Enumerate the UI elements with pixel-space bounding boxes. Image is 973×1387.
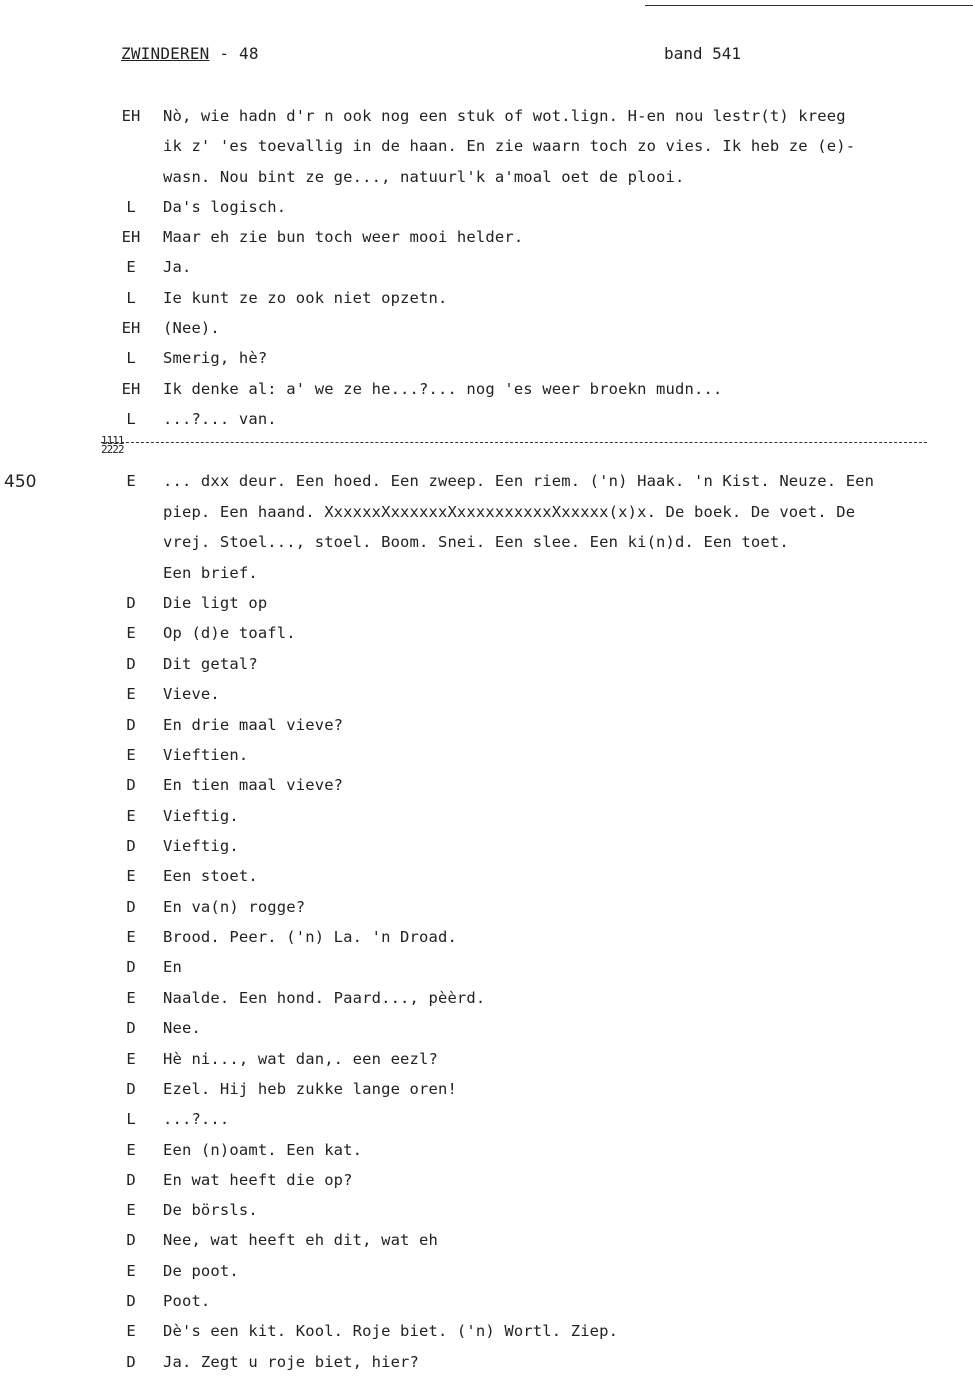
line-text: En drie maal vieve? bbox=[163, 716, 344, 734]
line-text: Nee. bbox=[163, 1019, 201, 1037]
line-text: Vieftig. bbox=[163, 837, 239, 855]
speaker-label: L bbox=[126, 410, 136, 428]
speaker-label: E bbox=[126, 1322, 136, 1340]
line-text: ik z' 'es toevallig in de haan. En zie waarn toch zo vies. Ik heb ze (e)- bbox=[163, 137, 856, 155]
line-text: En va(n) rogge? bbox=[163, 898, 306, 916]
speaker-label: D bbox=[126, 1231, 136, 1249]
speaker-label: L bbox=[126, 289, 136, 307]
speaker-label: E bbox=[126, 258, 136, 276]
line-text: Poot. bbox=[163, 1292, 211, 1310]
speaker-label: D bbox=[126, 1353, 136, 1371]
line-text: Ie kunt ze zo ook niet opzetn. bbox=[163, 289, 448, 307]
line-text: Maar eh zie bun toch weer mooi helder. bbox=[163, 228, 524, 246]
line-text: Een (n)oamt. Een kat. bbox=[163, 1141, 363, 1159]
speaker-label: EH bbox=[121, 228, 141, 246]
speaker-label: E bbox=[126, 1262, 136, 1280]
line-text: Ezel. Hij heb zukke lange oren! bbox=[163, 1080, 457, 1098]
speaker-label: D bbox=[126, 1080, 136, 1098]
speaker-label: E bbox=[126, 472, 136, 490]
speaker-label: E bbox=[126, 624, 136, 642]
speaker-label: E bbox=[126, 807, 136, 825]
line-text: piep. Een haand. XxxxxxXxxxxxxXxxxxxxxxxxXxxxxx(x)x. De boek. De voet. De bbox=[163, 503, 856, 521]
line-text: En tien maal vieve? bbox=[163, 776, 344, 794]
line-text: Vieftien. bbox=[163, 746, 249, 764]
line-text: (Nee). bbox=[163, 319, 220, 337]
speaker-label: D bbox=[126, 958, 136, 976]
location-title: ZWINDEREN bbox=[121, 44, 210, 63]
line-text: Nò, wie hadn d'r n ook nog een stuk of wot.lign. H-en nou lestr(t) kreeg bbox=[163, 107, 846, 125]
speaker-label: L bbox=[126, 198, 136, 216]
speaker-label: D bbox=[126, 1171, 136, 1189]
line-text: Op (d)e toafl. bbox=[163, 624, 296, 642]
speaker-label: E bbox=[126, 746, 136, 764]
line-text: De poot. bbox=[163, 1262, 239, 1280]
speaker-label: EH bbox=[121, 319, 141, 337]
line-text: Da's logisch. bbox=[163, 198, 287, 216]
line-text: ...?... van. bbox=[163, 410, 277, 428]
line-text: Nee, wat heeft eh dit, wat eh bbox=[163, 1231, 438, 1249]
divider-mark: 1111 2222 bbox=[101, 434, 124, 456]
line-text: ...?... bbox=[163, 1110, 230, 1128]
line-text: Ja. bbox=[163, 258, 192, 276]
speaker-label: D bbox=[126, 655, 136, 673]
section-divider bbox=[101, 442, 927, 443]
speaker-label: E bbox=[126, 1201, 136, 1219]
speaker-label: D bbox=[126, 837, 136, 855]
speaker-label: L bbox=[126, 349, 136, 367]
speaker-label: D bbox=[126, 594, 136, 612]
margin-line-number: 450 bbox=[4, 472, 37, 492]
line-text: Dit getal? bbox=[163, 655, 258, 673]
speaker-label: D bbox=[126, 898, 136, 916]
line-text: Brood. Peer. ('n) La. 'n Droad. bbox=[163, 928, 457, 946]
line-text: En bbox=[163, 958, 182, 976]
line-text: Een stoet. bbox=[163, 867, 258, 885]
speaker-label: D bbox=[126, 1019, 136, 1037]
speaker-label: E bbox=[126, 1050, 136, 1068]
line-text: Smerig, hè? bbox=[163, 349, 268, 367]
speaker-label: E bbox=[126, 867, 136, 885]
speaker-label: E bbox=[126, 685, 136, 703]
speaker-label: EH bbox=[121, 380, 141, 398]
line-text: Hè ni..., wat dan,. een eezl? bbox=[163, 1050, 438, 1068]
line-text: Vieve. bbox=[163, 685, 220, 703]
speaker-label: E bbox=[126, 1141, 136, 1159]
line-text: wasn. Nou bint ze ge..., natuurl'k a'moal oet de plooi. bbox=[163, 168, 685, 186]
line-text: De börsls. bbox=[163, 1201, 258, 1219]
header-title bbox=[121, 44, 259, 63]
band-number: band 541 bbox=[664, 44, 742, 63]
speaker-label: D bbox=[126, 776, 136, 794]
line-text: Dè's een kit. Kool. Roje biet. ('n) Wortl. Ziep. bbox=[163, 1322, 619, 1340]
speaker-label: L bbox=[126, 1110, 136, 1128]
speaker-label: E bbox=[126, 928, 136, 946]
speaker-label: E bbox=[126, 989, 136, 1007]
line-text: vrej. Stoel..., stoel. Boom. Snei. Een slee. Een ki(n)d. Een toet. bbox=[163, 533, 789, 551]
speaker-label: D bbox=[126, 1292, 136, 1310]
line-text: Ik denke al: a' we ze he...?... nog 'es weer broekn mudn... bbox=[163, 380, 723, 398]
line-text: Ja. Zegt u roje biet, hier? bbox=[163, 1353, 420, 1371]
line-text: Vieftig. bbox=[163, 807, 239, 825]
line-text: Naalde. Een hond. Paard..., pèèrd. bbox=[163, 989, 486, 1007]
page-number: - 48 bbox=[209, 44, 259, 63]
speaker-label: EH bbox=[121, 107, 141, 125]
line-text: Die ligt op bbox=[163, 594, 268, 612]
speaker-label: D bbox=[126, 716, 136, 734]
line-text: ... dxx deur. Een hoed. Een zweep. Een riem. ('n) Haak. 'n Kist. Neuze. Een bbox=[163, 472, 875, 490]
top-rule bbox=[645, 5, 973, 6]
line-text: En wat heeft die op? bbox=[163, 1171, 353, 1189]
line-text: Een brief. bbox=[163, 564, 258, 582]
